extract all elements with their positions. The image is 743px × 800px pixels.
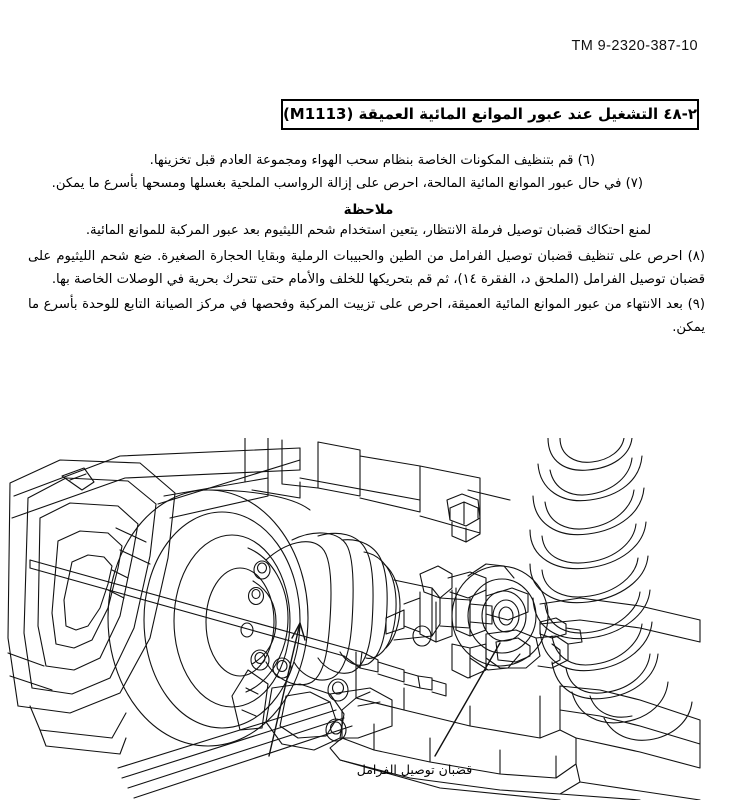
coil-spring-group [530, 438, 692, 740]
step-marker: (٦) [577, 153, 595, 168]
technical-illustration [0, 438, 743, 800]
step-marker: (٩) [687, 297, 705, 312]
figure-caption [0, 762, 743, 777]
step-text: قم بتنظيف المكونات الخاصة بنظام سحب الهواء ومجموعة العادم قبل تخزينها. [149, 153, 574, 168]
spindle-bearing-group [452, 564, 700, 670]
axle-housing-group [8, 460, 175, 754]
list-item [22, 150, 715, 173]
hub-bolt-group [241, 561, 291, 678]
list-item [22, 173, 715, 196]
step-marker: (٧) [625, 176, 643, 191]
note-text: لمنع احتكاك قضبان توصيل فرملة الانتظار، يتعين استخدام شحم الليثيوم بعد عبور المركبة للموانع المائية. [85, 222, 652, 238]
note-heading: ملاحظة [343, 201, 394, 218]
procedure-steps [22, 150, 715, 340]
axle-shaft-group [394, 580, 492, 640]
document-header-id: TM 9-2320-387-10 [571, 38, 698, 54]
hex-bolt-icon [447, 494, 480, 542]
page-title: ٢-٤٨ التشغيل عند عبور الموانع المائية العميقة (M1113) [282, 105, 698, 123]
step-text: في حال عبور الموانع المائية المالحة، احرص على إزالة الرواسب الملحية بغسلها ومسحها بأسرع ما يمكن. [51, 176, 622, 191]
frame-rail-group [12, 438, 510, 533]
step-text: بعد الانتهاء من عبور الموانع المائية العميقة، احرص على تزييت المركبة وفحصها في مركز الصيانة التابع للوحدة بأسرع ما يمكن. [28, 297, 705, 335]
step-text: احرص على تنظيف قضبان توصيل الفرامل من الطين والحبيبات الرملية وبقايا الحجارة الصغيرة. ضع شحم الليثيوم على قضبان توصيل الفرامل (الملحق د، الفقرة ١٤)، ثم قم بتحريكها للخلف والأمام حتى تتحرك بحرية في الوصلات الخاصة بها. [28, 249, 705, 287]
section-title-box [281, 99, 699, 130]
list-item [22, 246, 715, 291]
list-item [22, 294, 715, 339]
secondary-leader-line [435, 643, 500, 756]
figure-caption-text: قضبان توصيل الفرامل [356, 762, 473, 777]
step-marker: (٨) [687, 249, 705, 264]
brake-linkage-diagram [0, 438, 743, 800]
